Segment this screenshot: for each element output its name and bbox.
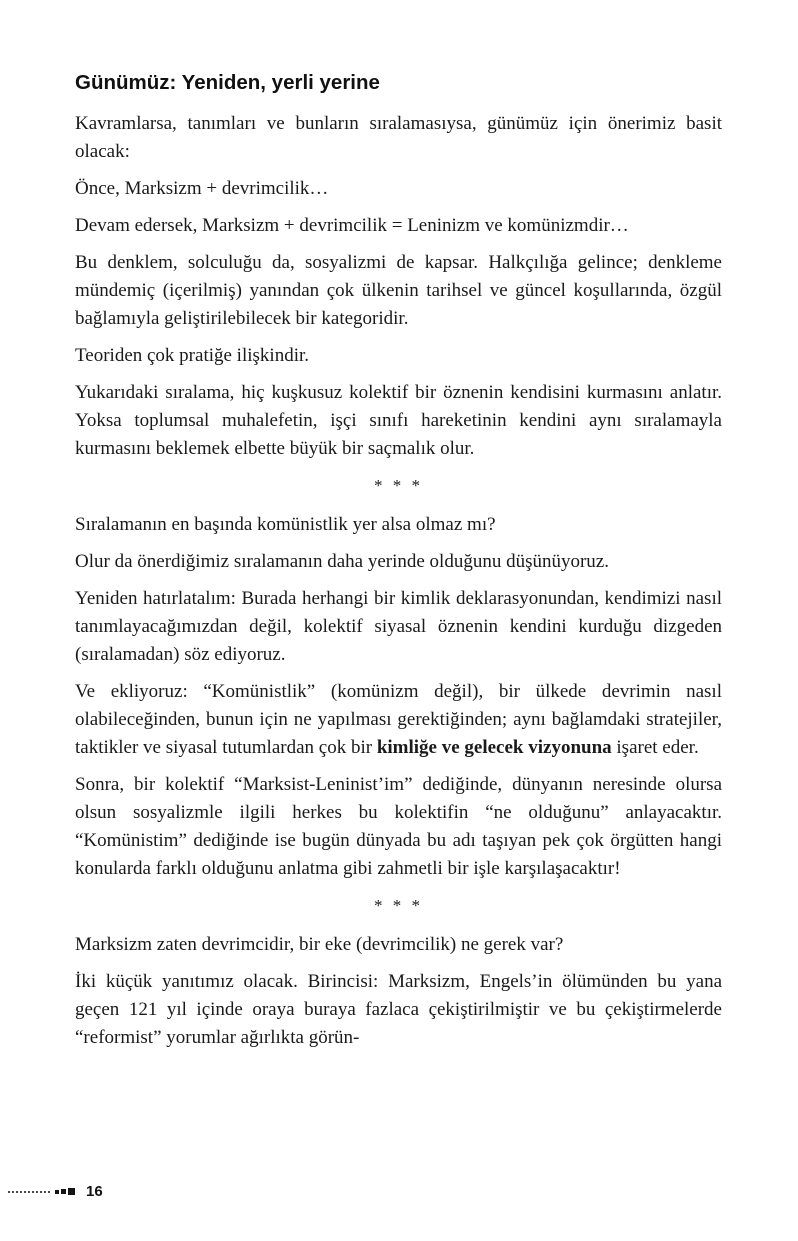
- page-number: 16: [86, 1183, 103, 1200]
- square-ornament-icon: [68, 1188, 75, 1195]
- page-footer: [8, 1184, 103, 1199]
- paragraph: Marksizm zaten devrimcidir, bir eke (devrimcilik) ne gerek var?: [75, 934, 564, 955]
- paragraph: Bu denklem, solculuğu da, sosyalizmi de kapsar. Halkçılığa gelince; denkleme mündemiç (içerilmiş) yanından çok ülkenin tarihsel ve güncel koşullarında, özgül bağlamıyla geliştirilebilecek bir kategoridir.: [75, 252, 722, 329]
- section-separator: * * *: [374, 896, 423, 915]
- paragraph: Teoriden çok pratiğe ilişkindir.: [75, 345, 310, 366]
- section-heading: Günümüz: Yeniden, yerli yerine: [75, 71, 380, 94]
- paragraph: Yukarıdaki sıralama, hiç kuşkusuz kolektif bir öznenin kendisini kurmasını anlatır. Yoksa toplumsal muhalefetin, işçi sınıfı hareketinin kendini aynı sıralamayla kurmasını beklemek elbette büyük bir saçmalık olur.: [75, 382, 722, 459]
- dotted-line-ornament: [8, 1191, 50, 1193]
- paragraph: Olur da önerdiğimiz sıralamanın daha yerinde olduğunu düşünüyoruz.: [75, 551, 609, 572]
- paragraph-text: işaret eder.: [611, 737, 699, 758]
- paragraph: Önce, Marksizm + devrimcilik…: [75, 178, 329, 199]
- square-ornament-icon: [55, 1190, 59, 1194]
- paragraph: Yeniden hatırlatalım: Burada herhangi bir kimlik deklarasyonundan, kendimizi nasıl tanımlayacağımızdan değil, kolektif siyasal öznenin kendini kurduğu dizgeden (sıralamadan) söz ediyoruz.: [75, 588, 722, 665]
- paragraph: Kavramlarsa, tanımları ve bunların sıralamasıysa, günümüz için önerimiz basit olacak:: [75, 113, 722, 162]
- square-ornament-icon: [61, 1189, 66, 1194]
- paragraph: Sonra, bir kolektif “Marksist-Leninist’im” dediğinde, dünyanın neresinde olursa olsun sosyalizmle ilgili herkes bu kolektifin “ne olduğunu” anlayacaktır. “Komünistim” dediğinde ise bugün dünyada bu adı taşıyan pek çok örgütten hangi konularda farklı olduğunu anlatma gibi zahmetli bir işle karşılaşacaktır!: [75, 774, 722, 879]
- emphasized-text: kimliğe ve gelecek vizyonuna: [376, 737, 612, 758]
- paragraph: Sıralamanın en başında komünistlik yer alsa olmaz mı?: [75, 514, 496, 535]
- paragraph: İki küçük yanıtımız olacak. Birincisi: Marksizm, Engels’in ölümünden bu yana geçen 121 yıl içinde oraya buraya fazlaca çekiştirilmiştir ve bu çekiştirmelerde “reformist” yorumlar ağırlıkta görün-: [75, 971, 722, 1048]
- section-separator: * * *: [374, 476, 423, 495]
- paragraph: Devam edersek, Marksizm + devrimcilik = Leninizm ve komünizmdir…: [75, 215, 629, 236]
- paragraph-with-emphasis: [75, 678, 722, 762]
- paragraph-text: Ve ekliyoruz: “Komünistlik” (komünizm değil), bir ülkede devrimin nasıl olabileceğinden, bunun için ne yapılması gerektiğinden; aynı bağlamdaki stratejiler, taktikler ve siyasal tutumlardan çok bir: [75, 681, 722, 758]
